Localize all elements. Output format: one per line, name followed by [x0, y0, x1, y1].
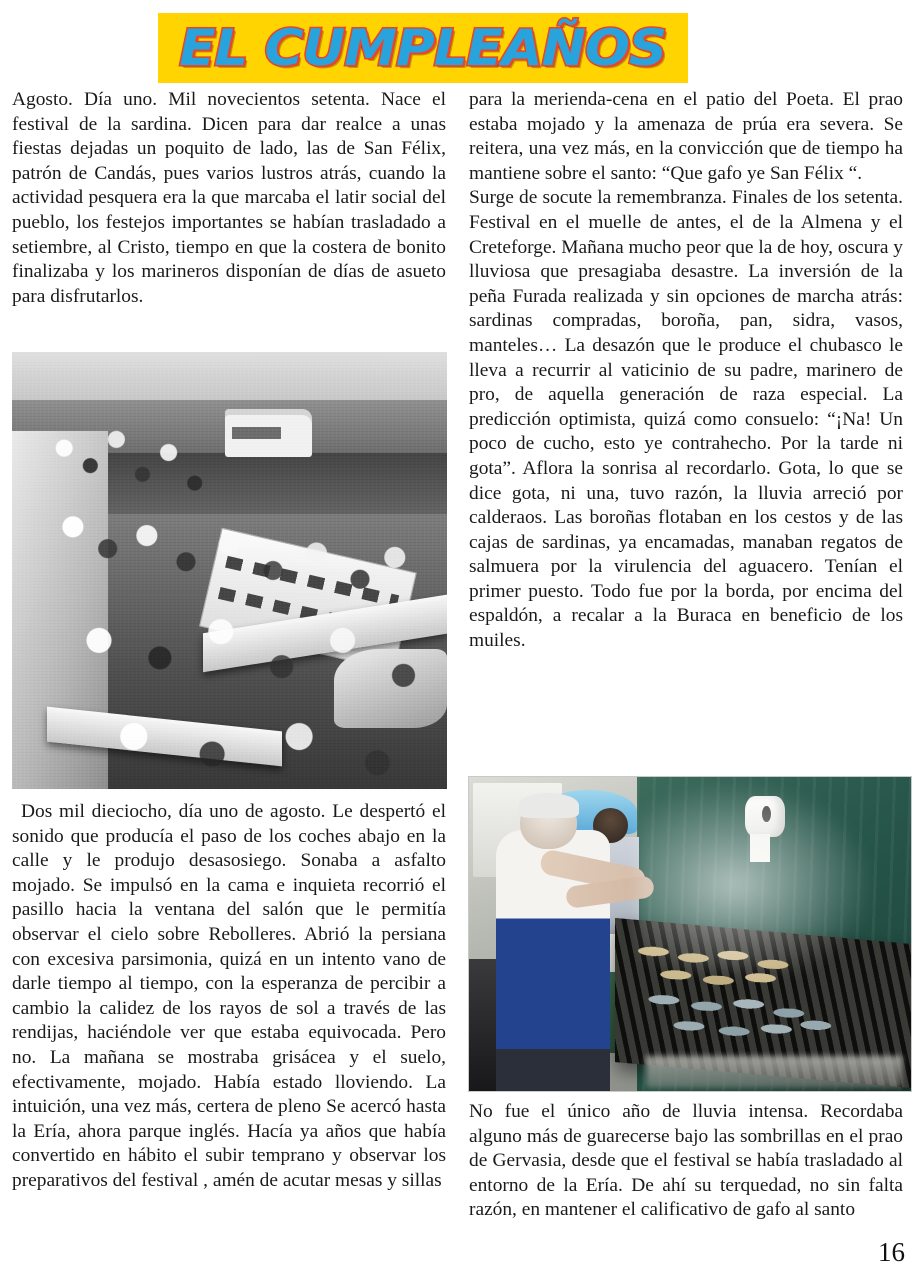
page-number: 16 — [878, 1237, 905, 1267]
title-banner — [158, 13, 688, 83]
harbor-photo-scene — [12, 352, 447, 789]
left-column-lower — [12, 800, 446, 1194]
page-title: EL CUMPLEAÑOS — [179, 19, 667, 77]
sardine-grill-photo — [468, 776, 912, 1092]
right-paragraph-1: para la merienda-cena en el patio del Poeta. El prao estaba mojado y la amenaza de prúa era severa. Se reitera, una vez más, en la convicción que de tiempo ha mantiene sobre el santo: “Que gafo ye San Félix “. — [469, 89, 903, 184]
grill-cook-hair — [518, 793, 580, 818]
left-column — [12, 88, 446, 309]
left-paragraph-1: Agosto. Día uno. Mil novecientos setenta. Nace el festival de la sardina. Dicen para dar realce a unas fiestas dejadas un poquito de lado, las de San Félix, patrón de Candás, pues varios lustros atrás, cuando la actividad pesquera era la que marcaba el latir social del pueblo, los festejos importantes se habían trasladado a setiembre, al Cristo, tiempo en que la costera de bonito finalizaba y los marineros disponían de días de asueto para disfrutarlos. — [12, 89, 446, 307]
harbor-crowd-photo — [12, 352, 447, 789]
grill-photo-caption — [469, 1100, 903, 1223]
grill-smoke — [637, 777, 880, 972]
right-paragraph-2: Surge de socute la remembranza. Finales de los setenta. Festival en el muelle de antes, el de la Almena y el Creteforge. Mañana mucho peor que la de hoy, oscura y lluviosa que presagiaba desastre. La inversión de la peña Furada realizada y sin opciones de marcha atrás: sardinas compradas, boroña, pan, sidra, vasos, manteles… La desazón que le produce el chubasco le lleva a recurrir al vaticinio de su padre, marinero de pro, de aquella generación de raza especial. La predicción optimista, quizá como consuelo: “¡Na! Un poco de cucho, esto ye contrahecho. Por la tarde ni gota”. Aflora la sonrisa al recordarlo. Gota, lo que se dice gota, ni una, tuvo razón, la lluvia arreció por calderaos. Las boroñas flotaban en los cestos y de las cajas de sardinas, ya encamadas, manaban regatos de salmuera por la virulencia del aguacero. Tenían el primer puesto. Todo fue por la borda, por encima del espaldón, a recalar a la Buraca en beneficio de los muiles. — [469, 187, 903, 652]
left-paragraph-2: Dos mil dieciocho, día uno de agosto. Le despertó el sonido que producía el paso de los coches abajo en la calle y le produjo desasosiego. Sonaba a asfalto mojado. Se impulsó en la cama e inquieta recorrió el pasillo hacia la ventana del salón que le permitía observar el cielo sobre Rebolleres. Abrió la persiana con excesiva parsimonia, quizá en un intento vano de darle tiempo al tiempo, con la esperanza de percibir a cambio la calidez de los rayos de sol a través de las rendijas, haciéndole ver que estaba equivocada. Pero no. La mañana se mostraba grisácea y el suelo, efectivamente, mojado. Había estado lloviendo. La intuición, una vez más, certera de pleno Se acercó hasta la Ería, ahora parque inglés. Hacía ya años que había convertido en hábito el subir temprano y observar los preparativos del festival , amén de acutar mesas y sillas — [12, 801, 446, 1191]
grill-embers — [646, 1056, 902, 1087]
right-column — [469, 88, 903, 654]
harbor-photo-grain — [12, 352, 447, 789]
grill-photo-scene — [469, 777, 911, 1091]
right-caption-text: No fue el único año de lluvia intensa. Recordaba alguno más de guarecerse bajo las sombrillas en el prao de Gervasia, desde que el festival se había trasladado al entorno de la Ería. De ahí su terquedad, no sin falta razón, en mantener el calificativo de gafo al santo — [469, 1101, 903, 1221]
